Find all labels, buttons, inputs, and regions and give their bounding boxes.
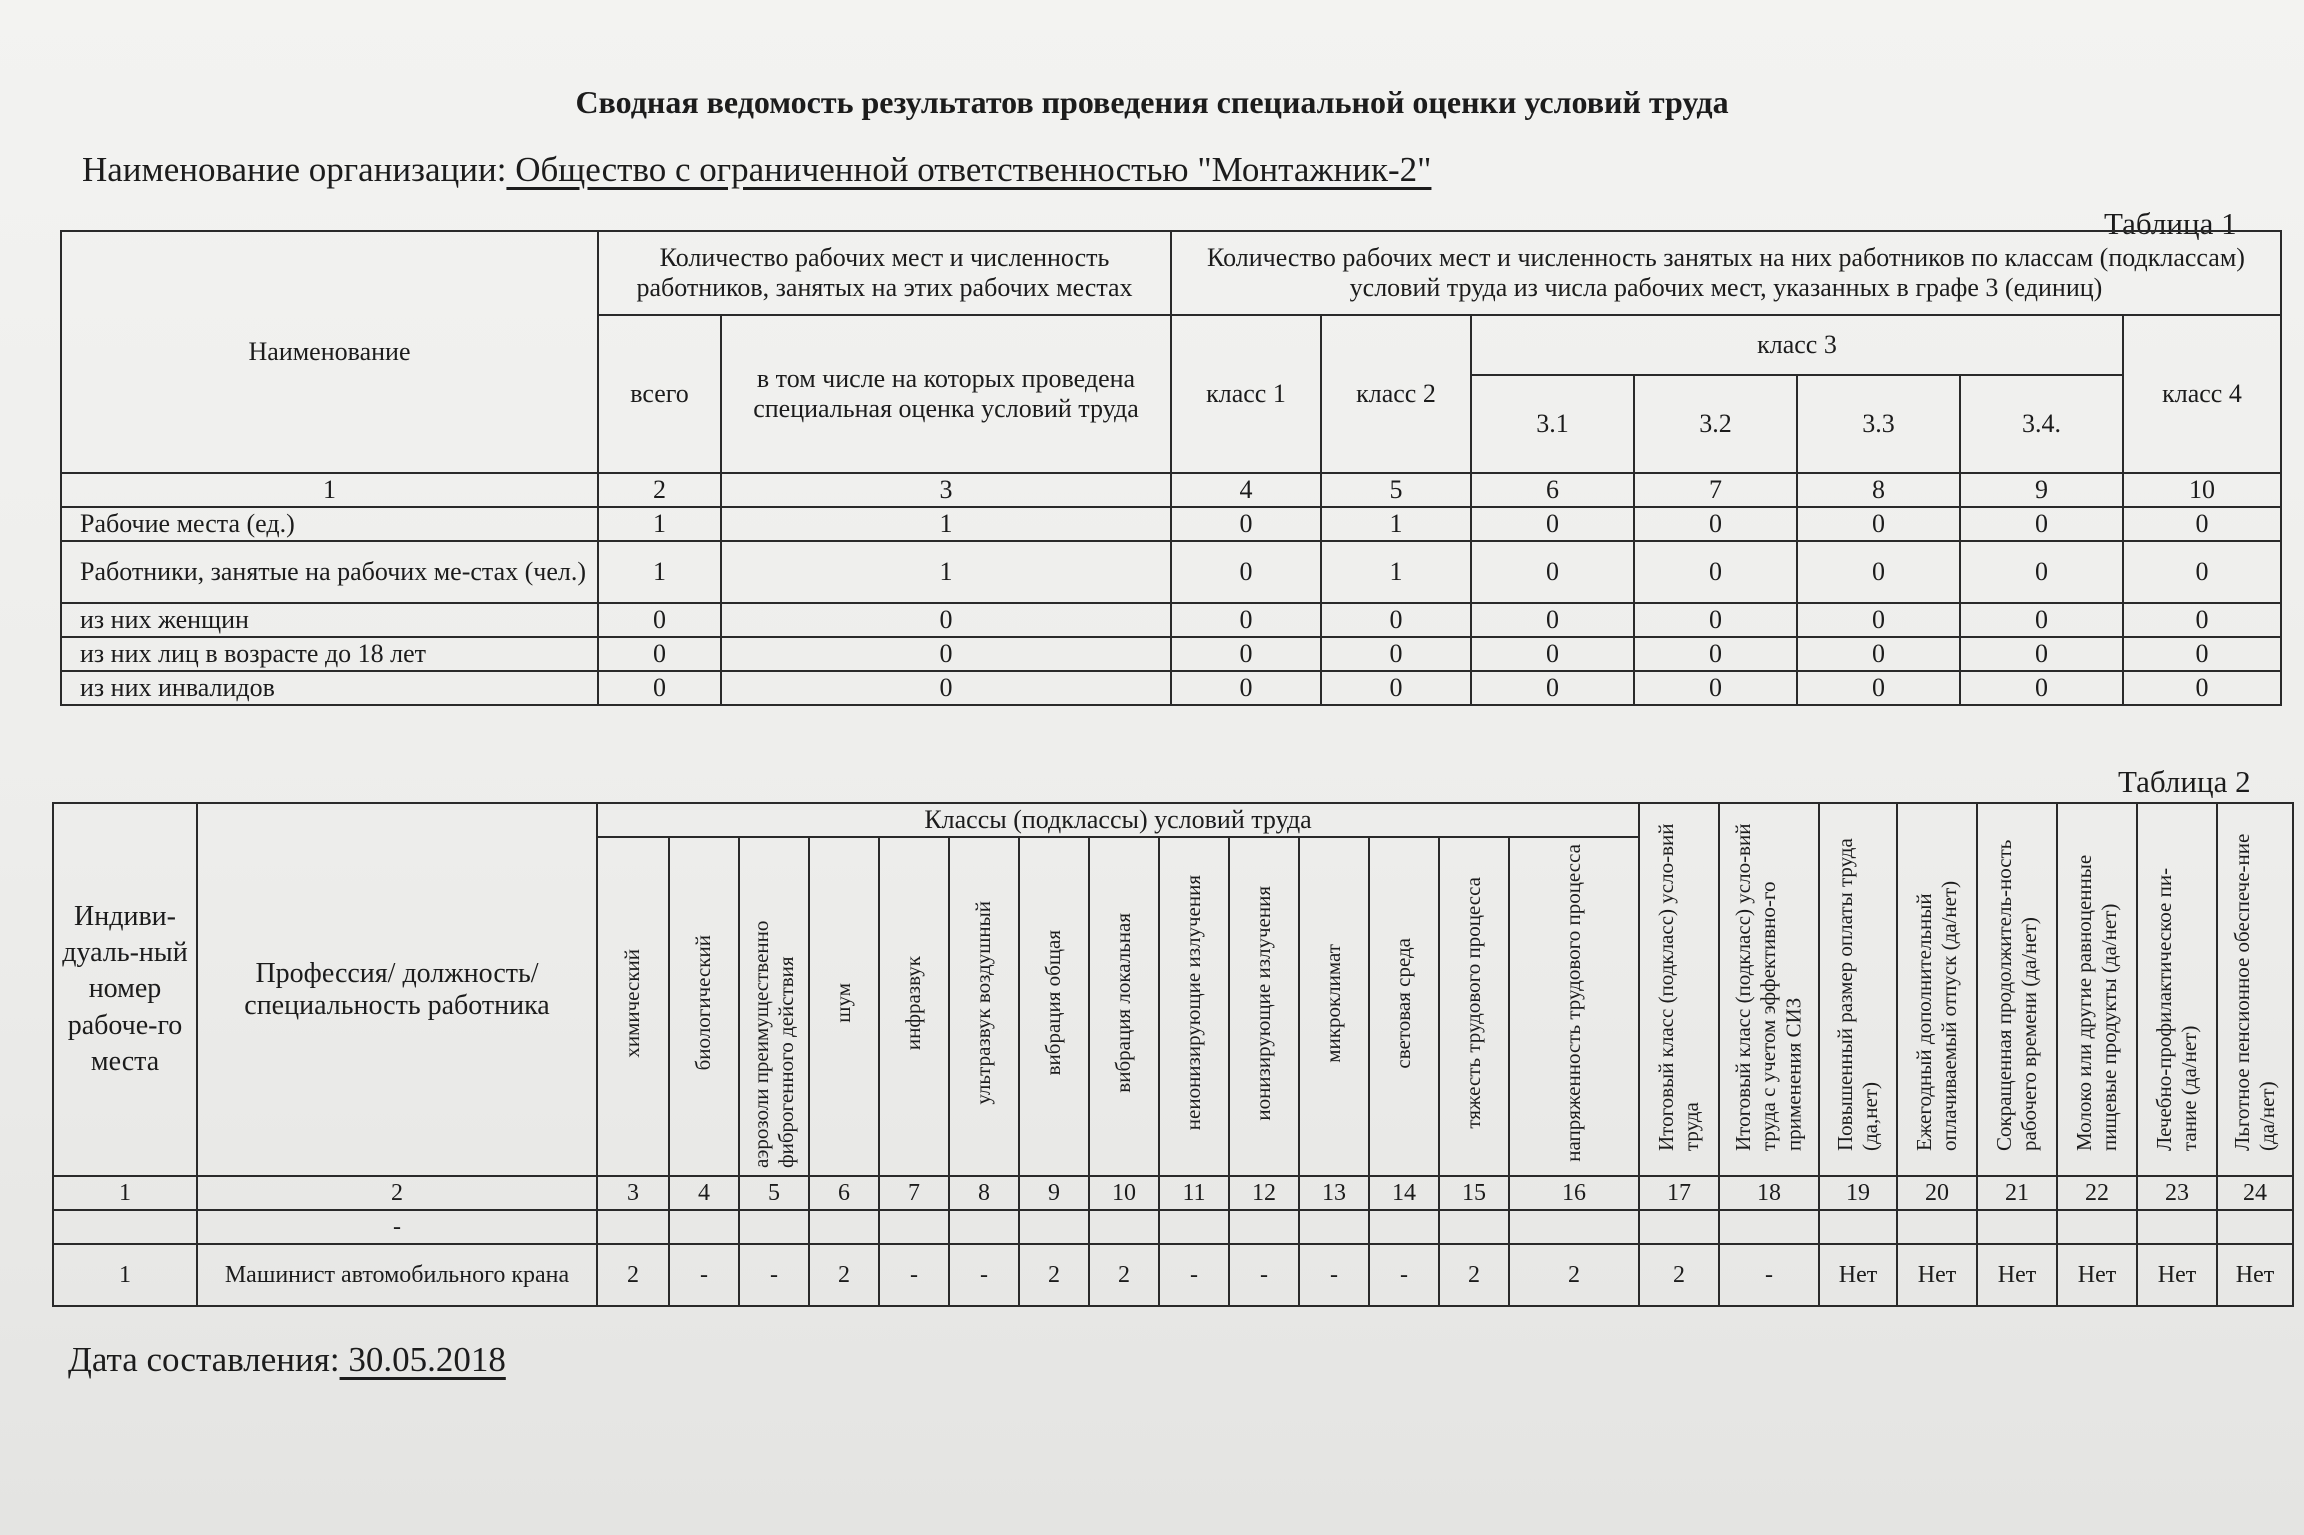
t1-row <box>61 541 2281 603</box>
t1-cell: 0 <box>1797 637 1960 671</box>
t2-header-id: Индиви-дуаль-ный номер рабоче-го места <box>53 803 197 1176</box>
t2-header-leave: Ежегодный дополнительный оплачиваемый отпуск (да/нет) <box>1897 803 1977 1176</box>
t1-colnum: 7 <box>1634 473 1797 507</box>
t2-colnum: 13 <box>1299 1176 1369 1210</box>
t1-cell: 1 <box>721 507 1171 541</box>
t1-cell: 0 <box>1171 603 1321 637</box>
t1-colnum: 2 <box>598 473 721 507</box>
t1-cell: 0 <box>1634 541 1797 603</box>
t1-cell: 0 <box>1634 671 1797 705</box>
t1-cell: 0 <box>598 603 721 637</box>
t2-dash-cell: - <box>197 1210 597 1244</box>
t2-colnum: 20 <box>1897 1176 1977 1210</box>
t2-colnum: 6 <box>809 1176 879 1210</box>
t1-cell: 0 <box>1634 507 1797 541</box>
t2-value: 2 <box>1019 1244 1089 1306</box>
t1-colnum: 10 <box>2123 473 2281 507</box>
t2-header-pay: Повышенный размер оплаты труда (да,нет) <box>1819 803 1897 1176</box>
date-line <box>68 1340 506 1380</box>
t2-colnum: 9 <box>1019 1176 1089 1210</box>
t1-cell: 1 <box>598 507 721 541</box>
date-value: 30.05.2018 <box>339 1340 506 1379</box>
t1-cell: 0 <box>1471 541 1634 603</box>
t2-factor-vibration-general: вибрация общая <box>1019 837 1089 1176</box>
t1-column-numbers <box>61 473 2281 507</box>
t2-value: - <box>1229 1244 1299 1306</box>
t1-cell: 0 <box>1960 671 2123 705</box>
t1-colnum: 5 <box>1321 473 1471 507</box>
t1-colnum: 8 <box>1797 473 1960 507</box>
t2-value: - <box>949 1244 1019 1306</box>
t1-cell: 0 <box>1171 637 1321 671</box>
t1-row <box>61 671 2281 705</box>
t1-cell: 0 <box>1960 507 2123 541</box>
t1-cell: 1 <box>598 541 721 603</box>
t1-colnum: 9 <box>1960 473 2123 507</box>
t1-cell: 0 <box>1471 637 1634 671</box>
t2-factor-microclimate: микроклимат <box>1299 837 1369 1176</box>
t2-factor-heaviness: тяжесть трудового процесса <box>1439 837 1509 1176</box>
organization-line <box>82 150 1431 190</box>
t2-workplace-id: 1 <box>53 1244 197 1306</box>
summary-table <box>60 230 2282 706</box>
t2-value: - <box>1369 1244 1439 1306</box>
t2-value: - <box>739 1244 809 1306</box>
t1-cell: 0 <box>1797 507 1960 541</box>
t2-colnum: 3 <box>597 1176 669 1210</box>
t1-row-label: из них инвалидов <box>61 671 598 705</box>
t2-factor-vibration-local: вибрация локальная <box>1089 837 1159 1176</box>
t2-colnum: 14 <box>1369 1176 1439 1210</box>
t1-cell: 0 <box>1321 603 1471 637</box>
t2-value: 2 <box>1639 1244 1719 1306</box>
t1-header-3-1: 3.1 <box>1471 375 1634 473</box>
t2-colnum: 23 <box>2137 1176 2217 1210</box>
t2-colnum: 10 <box>1089 1176 1159 1210</box>
t2-colnum: 2 <box>197 1176 597 1210</box>
t1-colnum: 3 <box>721 473 1171 507</box>
t1-header-3-4: 3.4. <box>1960 375 2123 473</box>
t2-value: - <box>1719 1244 1819 1306</box>
t1-header-total: всего <box>598 315 721 473</box>
t1-header-3-2: 3.2 <box>1634 375 1797 473</box>
t2-factor-chemical: химический <box>597 837 669 1176</box>
t1-row-label: из них лиц в возрасте до 18 лет <box>61 637 598 671</box>
table1-caption: Таблица 1 <box>2104 206 2237 241</box>
t1-cell: 0 <box>1471 603 1634 637</box>
t1-header-count: Количество рабочих мест и численность работников, занятых на этих рабочих местах <box>598 231 1171 315</box>
t2-factor-biological: биологический <box>669 837 739 1176</box>
t2-value: 2 <box>1089 1244 1159 1306</box>
organization-name: Общество с ограниченной ответственностью "Монтажник-2" <box>506 150 1432 189</box>
t2-colnum: 12 <box>1229 1176 1299 1210</box>
t2-colnum: 21 <box>1977 1176 2057 1210</box>
t1-cell: 0 <box>1471 671 1634 705</box>
t2-header-pension: Льготное пенсионное обеспече-ние (да/нет) <box>2217 803 2293 1176</box>
t1-cell: 0 <box>2123 541 2281 603</box>
t1-cell: 0 <box>2123 507 2281 541</box>
t1-cell: 0 <box>1321 637 1471 671</box>
t2-value: - <box>669 1244 739 1306</box>
t2-value: - <box>879 1244 949 1306</box>
t2-colnum: 19 <box>1819 1176 1897 1210</box>
t2-colnum: 5 <box>739 1176 809 1210</box>
t1-header-3-3: 3.3 <box>1797 375 1960 473</box>
t2-header-hours: Сокращенная продолжитель-ность рабочего времени (да/нет) <box>1977 803 2057 1176</box>
t2-colnum: 22 <box>2057 1176 2137 1210</box>
t2-factor-ionizing: ионизирующие излучения <box>1229 837 1299 1176</box>
date-label: Дата составления: <box>68 1340 340 1379</box>
t2-profession: Машинист автомобильного крана <box>197 1244 597 1306</box>
t1-cell: 0 <box>1797 671 1960 705</box>
t1-cell: 0 <box>1471 507 1634 541</box>
t2-value: - <box>1299 1244 1369 1306</box>
t1-row-label: из них женщин <box>61 603 598 637</box>
t2-data-row <box>53 1244 2293 1306</box>
t1-cell: 0 <box>1634 603 1797 637</box>
t2-value: 2 <box>1509 1244 1639 1306</box>
t1-row-label: Рабочие места (ед.) <box>61 507 598 541</box>
t2-colnum: 11 <box>1159 1176 1229 1210</box>
table2-caption: Таблица 2 <box>2118 764 2251 799</box>
t2-colnum: 7 <box>879 1176 949 1210</box>
t1-cell: 0 <box>2123 637 2281 671</box>
t1-colnum: 4 <box>1171 473 1321 507</box>
t2-colnum: 17 <box>1639 1176 1719 1210</box>
t1-cell: 0 <box>1797 603 1960 637</box>
t2-value: Нет <box>1897 1244 1977 1306</box>
t1-cell: 0 <box>1960 603 2123 637</box>
t1-cell: 0 <box>1960 637 2123 671</box>
t2-value: Нет <box>1977 1244 2057 1306</box>
t1-cell: 0 <box>1171 541 1321 603</box>
t1-cell: 0 <box>2123 671 2281 705</box>
t2-colnum: 16 <box>1509 1176 1639 1210</box>
t1-header-classes: Количество рабочих мест и численность занятых на них работников по классам (подклассам) условий труда из числа рабочих мест, указанных в графе 3 (единиц) <box>1171 231 2281 315</box>
t2-header-nutrition: Лечебно-профилактическое пи-тание (да/нет) <box>2137 803 2217 1176</box>
t1-header-name: Наименование <box>61 231 598 473</box>
t2-value: 2 <box>1439 1244 1509 1306</box>
t1-row <box>61 637 2281 671</box>
t1-row-label: Работники, занятые на рабочих ме-стах (чел.) <box>61 541 598 603</box>
workplace-table <box>52 802 2294 1307</box>
t1-cell: 0 <box>1634 637 1797 671</box>
t2-header-final-class: Итоговый класс (подкласс) усло-вий труда <box>1639 803 1719 1176</box>
t2-header-profession: Профессия/ должность/ специальность работника <box>197 803 597 1176</box>
t1-cell: 0 <box>1321 671 1471 705</box>
t1-row <box>61 603 2281 637</box>
organization-label: Наименование организации: <box>82 150 507 189</box>
t2-header-final-class-siz: Итоговый класс (подкласс) усло-вий труда с учетом эффективно-го применения СИЗ <box>1719 803 1819 1176</box>
t1-colnum: 6 <box>1471 473 1634 507</box>
t2-factor-nonionizing: неионизирующие излучения <box>1159 837 1229 1176</box>
t2-factor-noise: шум <box>809 837 879 1176</box>
t2-header-classes: Классы (подклассы) условий труда <box>597 803 1639 837</box>
t1-cell: 0 <box>1797 541 1960 603</box>
t2-factor-tension: напряженность трудового процесса <box>1509 837 1639 1176</box>
t2-colnum: 1 <box>53 1176 197 1210</box>
t1-header-class2: класс 2 <box>1321 315 1471 473</box>
t1-header-class3: класс 3 <box>1471 315 2123 375</box>
t1-cell: 1 <box>721 541 1171 603</box>
t1-header-class1: класс 1 <box>1171 315 1321 473</box>
t1-header-class4: класс 4 <box>2123 315 2281 473</box>
t2-colnum: 8 <box>949 1176 1019 1210</box>
t2-colnum: 24 <box>2217 1176 2293 1210</box>
t2-colnum: 18 <box>1719 1176 1819 1210</box>
t1-cell: 0 <box>721 671 1171 705</box>
t2-factor-light: световая среда <box>1369 837 1439 1176</box>
t1-cell: 0 <box>1171 507 1321 541</box>
t2-column-numbers <box>53 1176 2293 1210</box>
t1-header-assessed: в том числе на которых проведена специальная оценка условий труда <box>721 315 1171 473</box>
t1-cell: 1 <box>1321 507 1471 541</box>
t2-value: - <box>1159 1244 1229 1306</box>
t2-factor-aerosols: аэрозоли преимущественно фиброгенного действия <box>739 837 809 1176</box>
t2-colnum: 15 <box>1439 1176 1509 1210</box>
t2-value: 2 <box>597 1244 669 1306</box>
t2-colnum: 4 <box>669 1176 739 1210</box>
t2-value: Нет <box>2137 1244 2217 1306</box>
t1-cell: 0 <box>1960 541 2123 603</box>
t1-row <box>61 507 2281 541</box>
t2-header-milk: Молоко или другие равноценные пищевые продукты (да/нет) <box>2057 803 2137 1176</box>
t1-cell: 0 <box>721 637 1171 671</box>
t1-cell: 0 <box>2123 603 2281 637</box>
t2-factor-infrasound: инфразвук <box>879 837 949 1176</box>
t2-value: Нет <box>2057 1244 2137 1306</box>
t1-cell: 0 <box>598 637 721 671</box>
t1-cell: 0 <box>721 603 1171 637</box>
t1-cell: 0 <box>598 671 721 705</box>
t1-cell: 1 <box>1321 541 1471 603</box>
t1-cell: 0 <box>1171 671 1321 705</box>
t2-value: Нет <box>1819 1244 1897 1306</box>
t2-factor-ultrasound: ультразвук воздушный <box>949 837 1019 1176</box>
document-title: Сводная ведомость результатов проведения специальной оценки условий труда <box>575 84 1729 120</box>
t2-dash-row <box>53 1210 2293 1244</box>
t2-value: Нет <box>2217 1244 2293 1306</box>
t1-colnum: 1 <box>61 473 598 507</box>
t2-value: 2 <box>809 1244 879 1306</box>
